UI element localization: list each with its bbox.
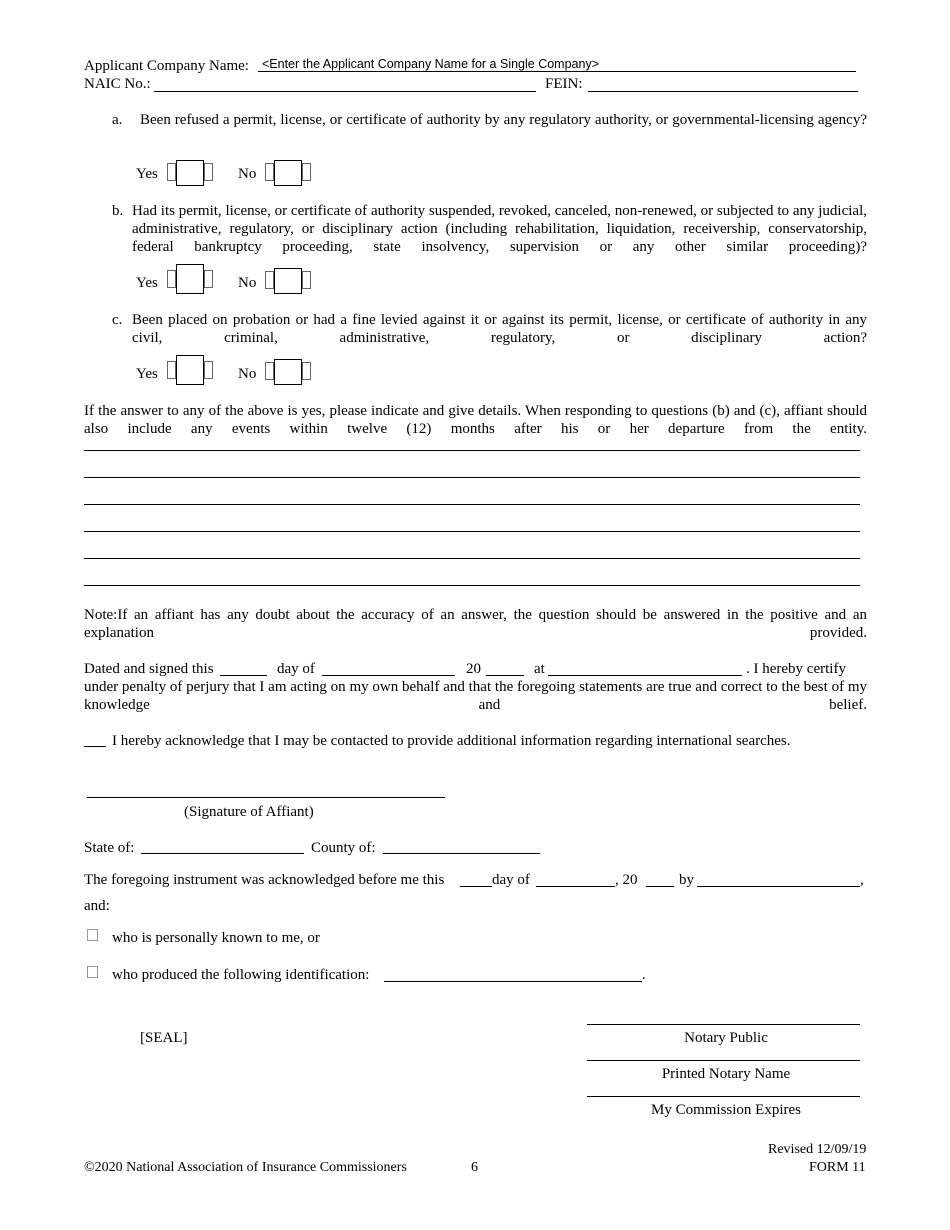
- instrument-label: The foregoing instrument was acknowledged before me this: [84, 872, 445, 888]
- company-name-label: Applicant Company Name:: [84, 58, 249, 74]
- instrument-month-input[interactable]: [536, 886, 615, 887]
- question-b-yes-label: Yes: [136, 275, 158, 291]
- question-a-yes-label: Yes: [136, 166, 158, 182]
- question-b-text: Had its permit, license, or certificate of authority suspended, revoked, canceled, non-renewed, or subjected to any judicial, administrative, regulatory, or disciplinary action (including rehabilitation, liquidation, receivership, conservatorship, federal bankruptcy proceeding, state insolvency, supervision or any other similar proceeding)?: [132, 203, 867, 255]
- question-b-letter: b.: [112, 203, 124, 219]
- copyright: ©2020 National Association of Insurance Commissioners: [84, 1160, 407, 1175]
- notary-public-label: Notary Public: [684, 1030, 768, 1046]
- details-instruction: If the answer to any of the above is yes, please indicate and give details. When responding to questions (b) and (c), affiant should also include any events within twelve (12) months after his or her departure from the entity.: [84, 403, 867, 437]
- seal-label: [SEAL]: [140, 1030, 188, 1046]
- form-number: FORM 11: [809, 1160, 866, 1175]
- question-b-no-label: No: [238, 275, 257, 291]
- at-label: at: [534, 661, 545, 677]
- fein-label: FEIN:: [545, 76, 583, 92]
- question-c-no-checkbox[interactable]: [265, 359, 315, 385]
- question-c-letter: c.: [112, 312, 123, 328]
- county-label: County of:: [311, 840, 376, 856]
- instrument-comma: ,: [860, 872, 864, 888]
- details-line[interactable]: [84, 504, 860, 505]
- commission-line[interactable]: [587, 1096, 860, 1097]
- dated-location-input[interactable]: [548, 675, 742, 676]
- question-a-letter: a.: [112, 112, 123, 128]
- naic-label: NAIC No.:: [84, 76, 151, 92]
- day-of-label: day of: [277, 661, 315, 677]
- printed-name-label: Printed Notary Name: [661, 1066, 791, 1082]
- county-input[interactable]: [383, 853, 540, 854]
- question-c-yes-checkbox[interactable]: [167, 355, 217, 381]
- question-b-no-checkbox[interactable]: [265, 268, 315, 294]
- question-c-text: Been placed on probation or had a fine levied against it or against its permit, license, or certificate of authority in any civil, criminal, administrative, regulatory, or disciplinary action?: [132, 312, 867, 346]
- dated-label: Dated and signed this: [84, 661, 214, 677]
- produced-id-label: who produced the following identification:: [112, 967, 370, 983]
- state-input[interactable]: [141, 853, 304, 854]
- details-line[interactable]: [84, 531, 860, 532]
- commission-label: My Commission Expires: [650, 1102, 801, 1118]
- signature-line[interactable]: [87, 797, 445, 798]
- instrument-by-input[interactable]: [697, 886, 860, 887]
- instrument-by-label: by: [679, 872, 694, 888]
- details-line[interactable]: [84, 450, 860, 451]
- question-a-no-label: No: [238, 166, 257, 182]
- question-c-yes-label: Yes: [136, 366, 158, 382]
- question-a-yes-checkbox[interactable]: [167, 160, 217, 186]
- and-label: and:: [84, 898, 110, 914]
- state-label: State of:: [84, 840, 135, 856]
- question-a-no-checkbox[interactable]: [265, 160, 315, 186]
- details-line[interactable]: [84, 585, 860, 586]
- produced-id-checkbox[interactable]: [87, 966, 98, 978]
- details-line[interactable]: [84, 477, 860, 478]
- note-text: Note:If an affiant has any doubt about the accuracy of an answer, the question should be answered in the positive and an explanation provided.: [84, 607, 867, 641]
- acknowledge-input[interactable]: [84, 746, 106, 747]
- question-b-yes-checkbox[interactable]: [167, 264, 217, 290]
- signature-caption: (Signature of Affiant): [184, 804, 314, 820]
- instrument-year-input[interactable]: [646, 886, 674, 887]
- instrument-day-input[interactable]: [460, 886, 492, 887]
- question-c-no-label: No: [238, 366, 257, 382]
- company-name-field[interactable]: <Enter the Applicant Company Name for a Single Company>: [262, 57, 599, 71]
- printed-name-line[interactable]: [587, 1060, 860, 1061]
- company-name-line: [258, 71, 856, 72]
- personally-known-label: who is personally known to me, or: [112, 930, 320, 946]
- instrument-day-label: day of: [492, 872, 530, 888]
- notary-public-line[interactable]: [587, 1024, 860, 1025]
- naic-input[interactable]: [154, 91, 536, 92]
- personally-known-checkbox[interactable]: [87, 929, 98, 941]
- identification-period: .: [642, 967, 646, 983]
- dated-day-input[interactable]: [220, 675, 267, 676]
- certification-text: under penalty of perjury that I am acting on my own behalf and that the foregoing statements are true and correct to the best of my knowledge and belief.: [84, 679, 867, 713]
- question-a-text: Been refused a permit, license, or certificate of authority by any regulatory authority, or governmental-licensing agency?: [140, 112, 867, 128]
- revised-date: Revised 12/09/19: [768, 1142, 867, 1157]
- identification-input[interactable]: [384, 981, 642, 982]
- fein-input[interactable]: [588, 91, 858, 92]
- details-line[interactable]: [84, 558, 860, 559]
- page-number: 6: [471, 1160, 478, 1175]
- dated-month-input[interactable]: [322, 675, 455, 676]
- acknowledge-text: I hereby acknowledge that I may be contacted to provide additional information regarding international searches.: [112, 733, 791, 749]
- year-prefix-label: 20: [466, 661, 481, 677]
- dated-year-input[interactable]: [486, 675, 524, 676]
- instrument-year-label: , 20: [615, 872, 638, 888]
- certify-label: . I hereby certify: [746, 661, 846, 677]
